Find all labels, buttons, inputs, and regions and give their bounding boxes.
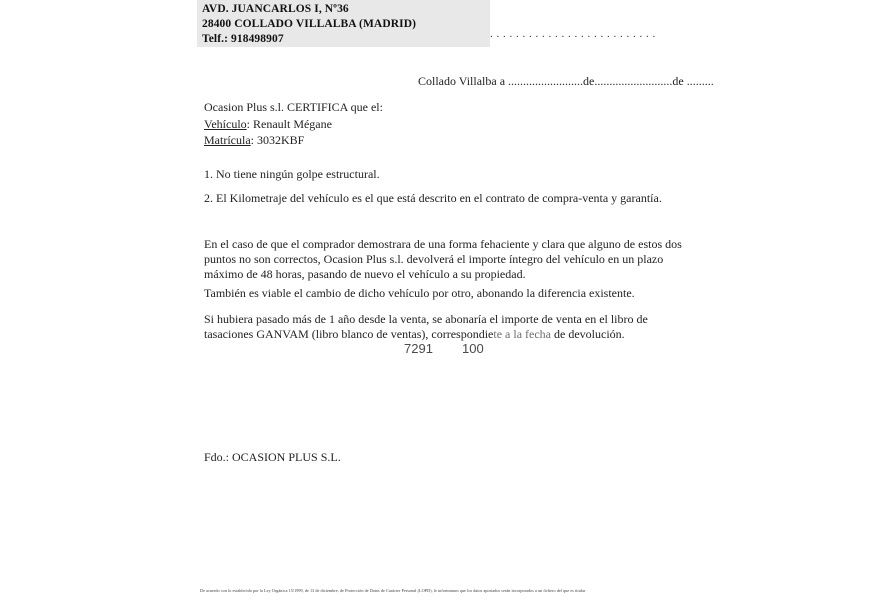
valuation-paragraph-smudged-text: te a la fecha (493, 327, 551, 341)
header-dotted-line: . . . . . . . . . . . . . . . . . . . . . . . . . . (490, 28, 656, 40)
page-right-margin (876, 0, 880, 600)
date-place-line: Collado Villalba a .........................de..........................de ......... (418, 74, 714, 88)
refund-paragraph: En el caso de que el comprador demostrara de una forma fehaciente y clara que alguno de estos dos puntos no son correctos, Ocasion Plus s.l. devolverá el importe íntegro del vehículo en un plazo máximo de 48 horas, pasando de nuevo el vehículo a su propiedad. (204, 237, 682, 281)
vehicle-row (204, 117, 624, 132)
plate-value: : 3032KBF (250, 133, 305, 147)
valuation-paragraph-part-1: Si hubiera pasado más de 1 año desde la venta, se abonaría el importe de venta en el libro de tasaciones GANVAM (libro blanco de ventas), correspondie (204, 312, 648, 341)
certified-point-1: 1. No tiene ningún golpe estructural. (204, 167, 380, 181)
handwritten-number-1: 7291 (404, 341, 433, 356)
exchange-paragraph: También es viable el cambio de dicho vehículo por otro, abonando la diferencia existente. (204, 286, 635, 300)
legal-footer-text: De acuerdo con lo establecido por la Ley Orgánica 15/1999, de 13 de diciembre, de Protección de Datos de Carácter Personal (LOPD), le informamos que los datos aportados serán incorporados a un fichero del que es titular (200, 588, 586, 593)
phone-line: Telf.: 918498907 (202, 33, 284, 45)
plate-row (204, 133, 624, 148)
valuation-paragraph (204, 312, 684, 342)
certified-point-2: 2. El Kilometraje del vehículo es el que está descrito en el contrato de compra-venta y garantía. (204, 191, 662, 205)
vehicle-value: : Renault Mégane (246, 117, 332, 131)
certification-intro: Ocasion Plus s.l. CERTIFICA que el: (204, 100, 383, 114)
valuation-paragraph-part-2: de devolución. (551, 327, 625, 341)
vehicle-label: Vehículo (204, 117, 247, 131)
plate-label: Matrícula (204, 133, 251, 147)
address-line-1: AVD. JUANCARLOS I, Nº36 (202, 3, 349, 15)
address-line-2: 28400 COLLADO VILLALBA (MADRID) (202, 18, 417, 30)
signature-line: Fdo.: OCASION PLUS S.L. (204, 450, 341, 464)
company-address-block (202, 2, 492, 47)
handwritten-number-2: 100 (462, 341, 484, 356)
